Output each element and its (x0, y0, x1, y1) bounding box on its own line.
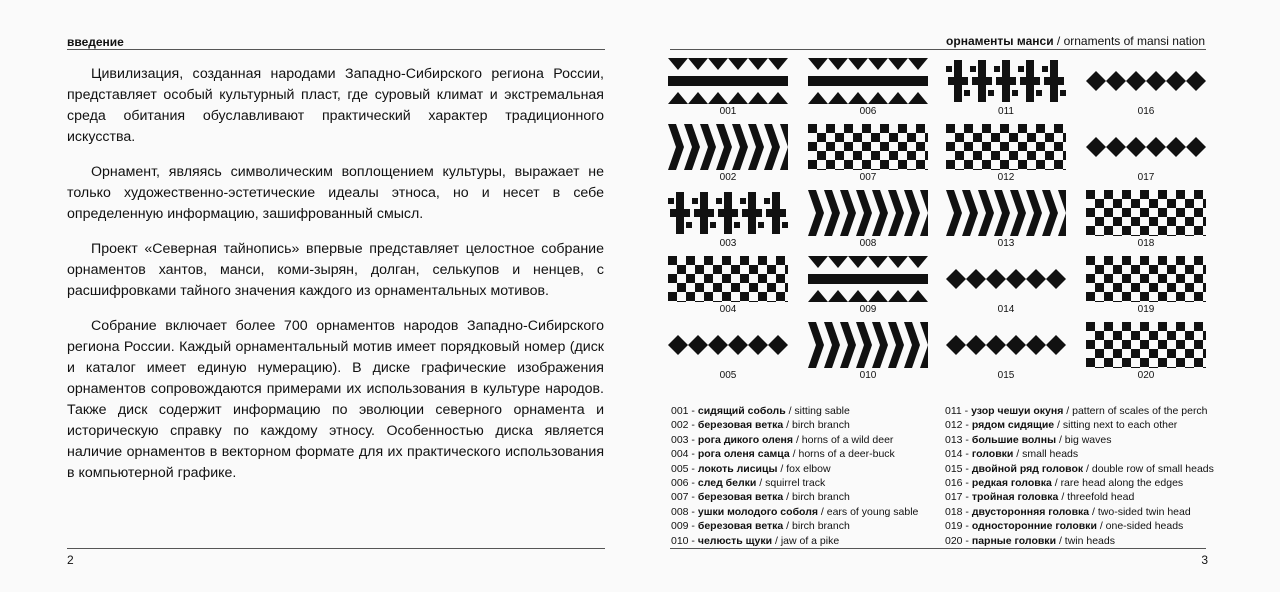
ornament-number: 005 (719, 370, 737, 381)
legend-item: 013 - большие волны / big waves (945, 433, 1112, 446)
ornament-014 (946, 256, 1066, 320)
ornament-011 (946, 58, 1066, 122)
footer-rule (67, 548, 605, 549)
legend-item: 010 - челюсть щуки / jaw of a pike (671, 534, 840, 547)
ornament-017 (1086, 124, 1206, 188)
legend-item: 005 - локоть лисицы / fox elbow (671, 462, 831, 475)
right-page-header (946, 34, 1205, 48)
legend-item: 017 - тройная головка / threefold head (945, 491, 1135, 504)
legend-item: 018 - двусторонняя головка / two-sided twin head (945, 505, 1191, 518)
header-title-ru: орнаменты манси (946, 34, 1054, 48)
ornament-pattern-011 (946, 58, 1066, 104)
ornament-006 (808, 58, 928, 122)
ornament-number: 014 (997, 304, 1015, 315)
paragraph: Цивилизация, созданная народами Западно-Сибирского региона России, представляет особый культурный пласт, где суровый климат и экстремальная среда обитания обуславливают практический характер традиционного искусства. (67, 66, 604, 145)
legend-item: 011 - узор чешуи окуня / pattern of scales of the perch (945, 405, 1208, 417)
legend-item: 007 - березовая ветка / birch branch (671, 491, 850, 504)
ornament-016 (1086, 58, 1206, 122)
ornament-pattern-001 (668, 58, 788, 104)
page-number: 3 (1201, 553, 1208, 567)
ornament-007 (808, 124, 928, 188)
ornament-013 (946, 190, 1066, 254)
ornament-004 (668, 256, 788, 320)
ornament-005 (668, 322, 788, 386)
header-rule (670, 49, 1206, 50)
ornament-pattern-015 (946, 322, 1066, 368)
ornament-pattern-006 (808, 58, 928, 104)
legend-item: 014 - головки / small heads (945, 448, 1079, 461)
ornament-pattern-002 (668, 124, 788, 170)
ornament-number: 004 (719, 304, 737, 315)
footer-rule (670, 548, 1206, 549)
ornament-number: 006 (859, 106, 877, 117)
intro-text (67, 64, 604, 498)
ornament-pattern-016 (1086, 58, 1206, 104)
ornament-number: 007 (859, 172, 877, 183)
legend-item: 015 - двойной ряд головок / double row of small heads (945, 462, 1214, 475)
ornament-number: 019 (1137, 304, 1155, 315)
ornament-pattern-009 (808, 256, 928, 302)
ornament-pattern-003 (668, 190, 788, 236)
legend-column-left (671, 404, 918, 548)
legend-item: 004 - рога оленя самца / horns of a deer-buck (671, 448, 895, 461)
legend-item: 006 - след белки / squirrel track (671, 477, 826, 490)
ornament-010 (808, 322, 928, 386)
ornament-number: 009 (859, 304, 877, 315)
ornament-number: 011 (998, 106, 1014, 117)
ornament-pattern-020 (1086, 322, 1206, 368)
header-rule (67, 49, 605, 50)
legend-item: 008 - ушки молодого соболя / ears of young sable (671, 505, 919, 518)
legend-column-right (945, 404, 1214, 548)
ornament-pattern-007 (808, 124, 928, 170)
ornament-001 (668, 58, 788, 122)
ornament-pattern-012 (946, 124, 1066, 170)
ornament-number: 016 (1137, 106, 1155, 117)
ornament-number: 010 (859, 370, 877, 381)
ornament-number: 002 (719, 172, 737, 183)
legend-item: 020 - парные головки / twin heads (945, 534, 1115, 547)
ornament-number: 013 (997, 238, 1015, 249)
left-page-header: введение (67, 35, 124, 49)
legend-item: 002 - березовая ветка / birch branch (671, 419, 850, 432)
ornament-pattern-014 (946, 256, 1066, 302)
ornament-number: 003 (719, 238, 737, 249)
ornament-number: 015 (997, 370, 1015, 381)
paragraph: Орнамент, являясь символическим воплощением культуры, выражает не только художественно-эстетические идеалы этноса, но и несет в себе определенную информацию, зашифрованный смысл. (67, 164, 604, 222)
ornament-pattern-017 (1086, 124, 1206, 170)
paragraph: Проект «Северная тайнопись» впервые представляет целостное собрание орнаментов хантов, манси, коми-зырян, долган, селькупов и ненцев, с расшифровками тайного значения каждого из орнаментальных мотивов. (67, 241, 604, 299)
ornament-number: 017 (1137, 172, 1155, 183)
right-page (640, 0, 1280, 592)
ornament-number: 008 (859, 238, 877, 249)
ornament-020 (1086, 322, 1206, 386)
ornament-019 (1086, 256, 1206, 320)
legend-item: 016 - редкая головка / rare head along the edges (945, 477, 1184, 490)
header-title-en: / ornaments of mansi nation (1053, 34, 1205, 48)
ornament-grid (668, 58, 1208, 393)
ornament-015 (946, 322, 1066, 386)
ornament-pattern-018 (1086, 190, 1206, 236)
ornament-008 (808, 190, 928, 254)
legend-item: 012 - рядом сидящие / sitting next to each other (945, 419, 1178, 432)
ornament-002 (668, 124, 788, 188)
legend-item: 019 - односторонние головки / one-sided heads (945, 520, 1184, 533)
ornament-number: 018 (1137, 238, 1155, 249)
paragraph: Собрание включает более 700 орнаментов народов Западно-Сибирского региона России. Каждый орнаментальный мотив имеет порядковый номер (диск и каталог имеет единую нумерацию). В диске графические изображения орнаментов сопровождаются примерами их использования в культуре народов. Также диск содержит информацию по эволюции северного орнамента и историческую справку по каждому этносу. Особенностью диска является наличие орнаментов в векторном формате для их практического использования в компьютерной графике. (67, 318, 604, 481)
ornament-number: 012 (997, 172, 1015, 183)
legend-item: 009 - березовая ветка / birch branch (671, 520, 850, 533)
ornament-number: 020 (1137, 370, 1155, 381)
ornament-003 (668, 190, 788, 254)
ornament-pattern-013 (946, 190, 1066, 236)
ornament-pattern-008 (808, 190, 928, 236)
ornament-pattern-019 (1086, 256, 1206, 302)
legend-item: 001 - сидящий соболь / sitting sable (671, 405, 850, 417)
ornament-009 (808, 256, 928, 320)
ornament-018 (1086, 190, 1206, 254)
ornament-pattern-004 (668, 256, 788, 302)
ornament-number: 001 (719, 106, 737, 117)
ornament-pattern-010 (808, 322, 928, 368)
ornament-pattern-005 (668, 322, 788, 368)
legend-item: 003 - рога дикого оленя / horns of a wild deer (671, 433, 894, 446)
page-number: 2 (67, 553, 74, 567)
ornament-012 (946, 124, 1066, 188)
